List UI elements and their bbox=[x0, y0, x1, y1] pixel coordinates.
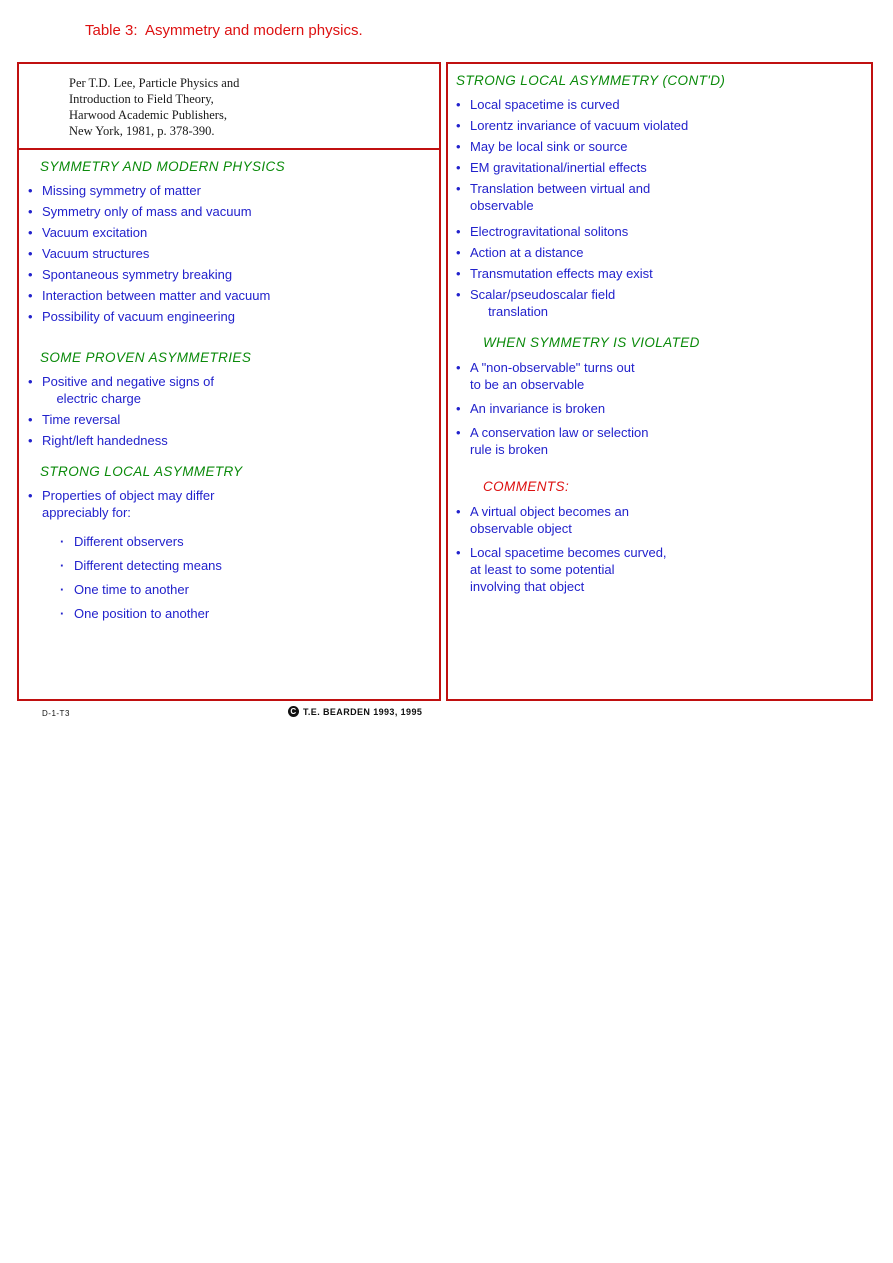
list-item bbox=[28, 287, 435, 304]
list-item bbox=[456, 223, 865, 240]
list-item-text: observable bbox=[470, 198, 534, 213]
list-item bbox=[456, 544, 865, 595]
section-heading: STRONG LOCAL ASYMMETRY bbox=[40, 464, 243, 479]
section-strong-local-asymmetry-contd bbox=[456, 72, 865, 320]
sub-bullet-icon: · bbox=[60, 558, 65, 573]
list-item bbox=[456, 286, 865, 320]
list-item-text: electric charge bbox=[42, 391, 141, 406]
bullet-icon: • bbox=[28, 288, 33, 303]
citation-line: Introduction to Field Theory, bbox=[69, 92, 214, 106]
list-item-text: observable object bbox=[470, 521, 572, 536]
bullet-icon: • bbox=[28, 309, 33, 324]
list-item-text: Time reversal bbox=[42, 412, 121, 427]
left-column-box bbox=[17, 62, 441, 701]
list-item bbox=[28, 487, 435, 521]
bullet-icon: • bbox=[456, 160, 461, 175]
list-item-text: Right/left handedness bbox=[42, 433, 168, 448]
bullet-icon: • bbox=[456, 118, 461, 133]
sub-list-item-text: Different detecting means bbox=[74, 558, 222, 573]
bullet-icon: • bbox=[456, 360, 461, 375]
bullet-icon: • bbox=[456, 245, 461, 260]
list-item bbox=[456, 117, 865, 134]
bullet-icon: • bbox=[28, 412, 33, 427]
section-when-symmetry-violated bbox=[456, 334, 865, 458]
section-strong-local-asymmetry bbox=[28, 463, 435, 622]
list-item-text: May be local sink or source bbox=[470, 139, 628, 154]
list-item bbox=[28, 224, 435, 241]
list-item-text: Scalar/pseudoscalar field bbox=[470, 287, 616, 302]
bullet-icon: • bbox=[456, 139, 461, 154]
sub-list-item-text: One time to another bbox=[74, 582, 189, 597]
section-heading: SYMMETRY AND MODERN PHYSICS bbox=[40, 159, 286, 174]
list-item-text: Positive and negative signs of bbox=[42, 374, 214, 389]
list-item bbox=[28, 203, 435, 220]
list-item-text: Symmetry only of mass and vacuum bbox=[42, 204, 252, 219]
bullet-icon: • bbox=[28, 267, 33, 282]
list-item bbox=[456, 96, 865, 113]
list-item bbox=[28, 432, 435, 449]
sub-list-item bbox=[60, 581, 435, 598]
sub-list-item-text: One position to another bbox=[74, 606, 210, 621]
sub-bullet-icon: · bbox=[60, 582, 65, 597]
copyright-icon: C bbox=[288, 706, 299, 717]
list-item bbox=[28, 266, 435, 283]
left-column-body bbox=[19, 150, 439, 622]
bullet-icon: • bbox=[28, 246, 33, 261]
sub-list-item bbox=[60, 605, 435, 622]
section-some-proven-asymmetries bbox=[28, 349, 435, 449]
list-item bbox=[456, 400, 865, 417]
section-heading: WHEN SYMMETRY IS VIOLATED bbox=[483, 335, 700, 350]
list-item-text: Action at a distance bbox=[470, 245, 584, 260]
table-title: Table 3: Asymmetry and modern physics. bbox=[85, 22, 363, 39]
list-item-text: Transmutation effects may exist bbox=[470, 266, 653, 281]
list-item bbox=[456, 159, 865, 176]
list-item bbox=[456, 138, 865, 155]
list-item bbox=[456, 359, 865, 393]
sub-bullet-icon: · bbox=[60, 606, 65, 621]
bullet-icon: • bbox=[28, 225, 33, 240]
list-item-text: Possibility of vacuum engineering bbox=[42, 309, 235, 324]
list-item-text: involving that object bbox=[470, 579, 585, 594]
bullet-icon: • bbox=[456, 504, 461, 519]
bullet-icon: • bbox=[28, 374, 33, 389]
list-item bbox=[28, 411, 435, 428]
bullet-icon: • bbox=[28, 204, 33, 219]
bullet-icon: • bbox=[456, 545, 461, 560]
sub-list-item-text: Different observers bbox=[74, 534, 184, 549]
bullet-icon: • bbox=[28, 433, 33, 448]
list-item-text: to be an observable bbox=[470, 377, 585, 392]
bullet-icon: • bbox=[456, 97, 461, 112]
list-item-text: Spontaneous symmetry breaking bbox=[42, 267, 233, 282]
list-item-text: at least to some potential bbox=[470, 562, 615, 577]
list-item-text: Interaction between matter and vacuum bbox=[42, 288, 271, 303]
list-item bbox=[456, 180, 865, 214]
sub-list-item bbox=[60, 557, 435, 574]
bullet-icon: • bbox=[28, 183, 33, 198]
list-item bbox=[456, 503, 865, 537]
list-item-text: Vacuum structures bbox=[42, 246, 150, 261]
list-item-text: A "non-observable" turns out bbox=[470, 360, 635, 375]
sub-list bbox=[60, 533, 435, 622]
list-item-text: An invariance is broken bbox=[470, 401, 606, 416]
list-item bbox=[28, 245, 435, 262]
section-heading: SOME PROVEN ASYMMETRIES bbox=[40, 350, 252, 365]
copyright-text: T.E. BEARDEN 1993, 1995 bbox=[303, 706, 423, 717]
section-comments bbox=[456, 478, 865, 595]
list-item-text: Properties of object may differ bbox=[42, 488, 215, 503]
sub-list-item bbox=[60, 533, 435, 550]
list-item-text: Vacuum excitation bbox=[42, 225, 148, 240]
right-column-box bbox=[446, 62, 873, 701]
citation-block bbox=[19, 64, 439, 150]
citation-line: Per T.D. Lee, Particle Physics and bbox=[69, 76, 240, 90]
list-item-text: appreciably for: bbox=[42, 505, 131, 520]
bullet-icon: • bbox=[456, 287, 461, 302]
list-item-text: Local spacetime becomes curved, bbox=[470, 545, 667, 560]
list-item bbox=[456, 244, 865, 261]
bullet-icon: • bbox=[456, 224, 461, 239]
bullet-icon: • bbox=[456, 181, 461, 196]
section-symmetry-modern-physics bbox=[28, 158, 435, 325]
list-item-text: Local spacetime is curved bbox=[470, 97, 620, 112]
citation-line: Harwood Academic Publishers, bbox=[69, 108, 227, 122]
list-item-text: Missing symmetry of matter bbox=[42, 183, 201, 198]
bullet-icon: • bbox=[28, 488, 33, 503]
citation-line: New York, 1981, p. 378-390. bbox=[69, 124, 215, 138]
list-item bbox=[456, 424, 865, 458]
copyright-line bbox=[288, 706, 422, 717]
list-item bbox=[28, 373, 435, 407]
list-item-text: Translation between virtual and bbox=[470, 181, 651, 196]
list-item-text: A virtual object becomes an bbox=[470, 504, 629, 519]
bullet-icon: • bbox=[456, 266, 461, 281]
sub-bullet-icon: · bbox=[60, 534, 65, 549]
list-item bbox=[456, 265, 865, 282]
list-item-text: EM gravitational/inertial effects bbox=[470, 160, 647, 175]
list-item-text: Electrogravitational solitons bbox=[470, 224, 629, 239]
list-item-text: translation bbox=[470, 304, 549, 319]
list-item bbox=[28, 182, 435, 199]
list-item-text: Lorentz invariance of vacuum violated bbox=[470, 118, 689, 133]
list-item bbox=[28, 308, 435, 325]
figure-id-label: D-1-T3 bbox=[42, 709, 70, 718]
list-item-text: A conservation law or selection bbox=[470, 425, 649, 440]
bullet-icon: • bbox=[456, 401, 461, 416]
section-heading: COMMENTS: bbox=[483, 479, 570, 494]
section-heading: STRONG LOCAL ASYMMETRY (CONT'D) bbox=[456, 73, 726, 88]
list-item-text: rule is broken bbox=[470, 442, 549, 457]
bullet-icon: • bbox=[456, 425, 461, 440]
